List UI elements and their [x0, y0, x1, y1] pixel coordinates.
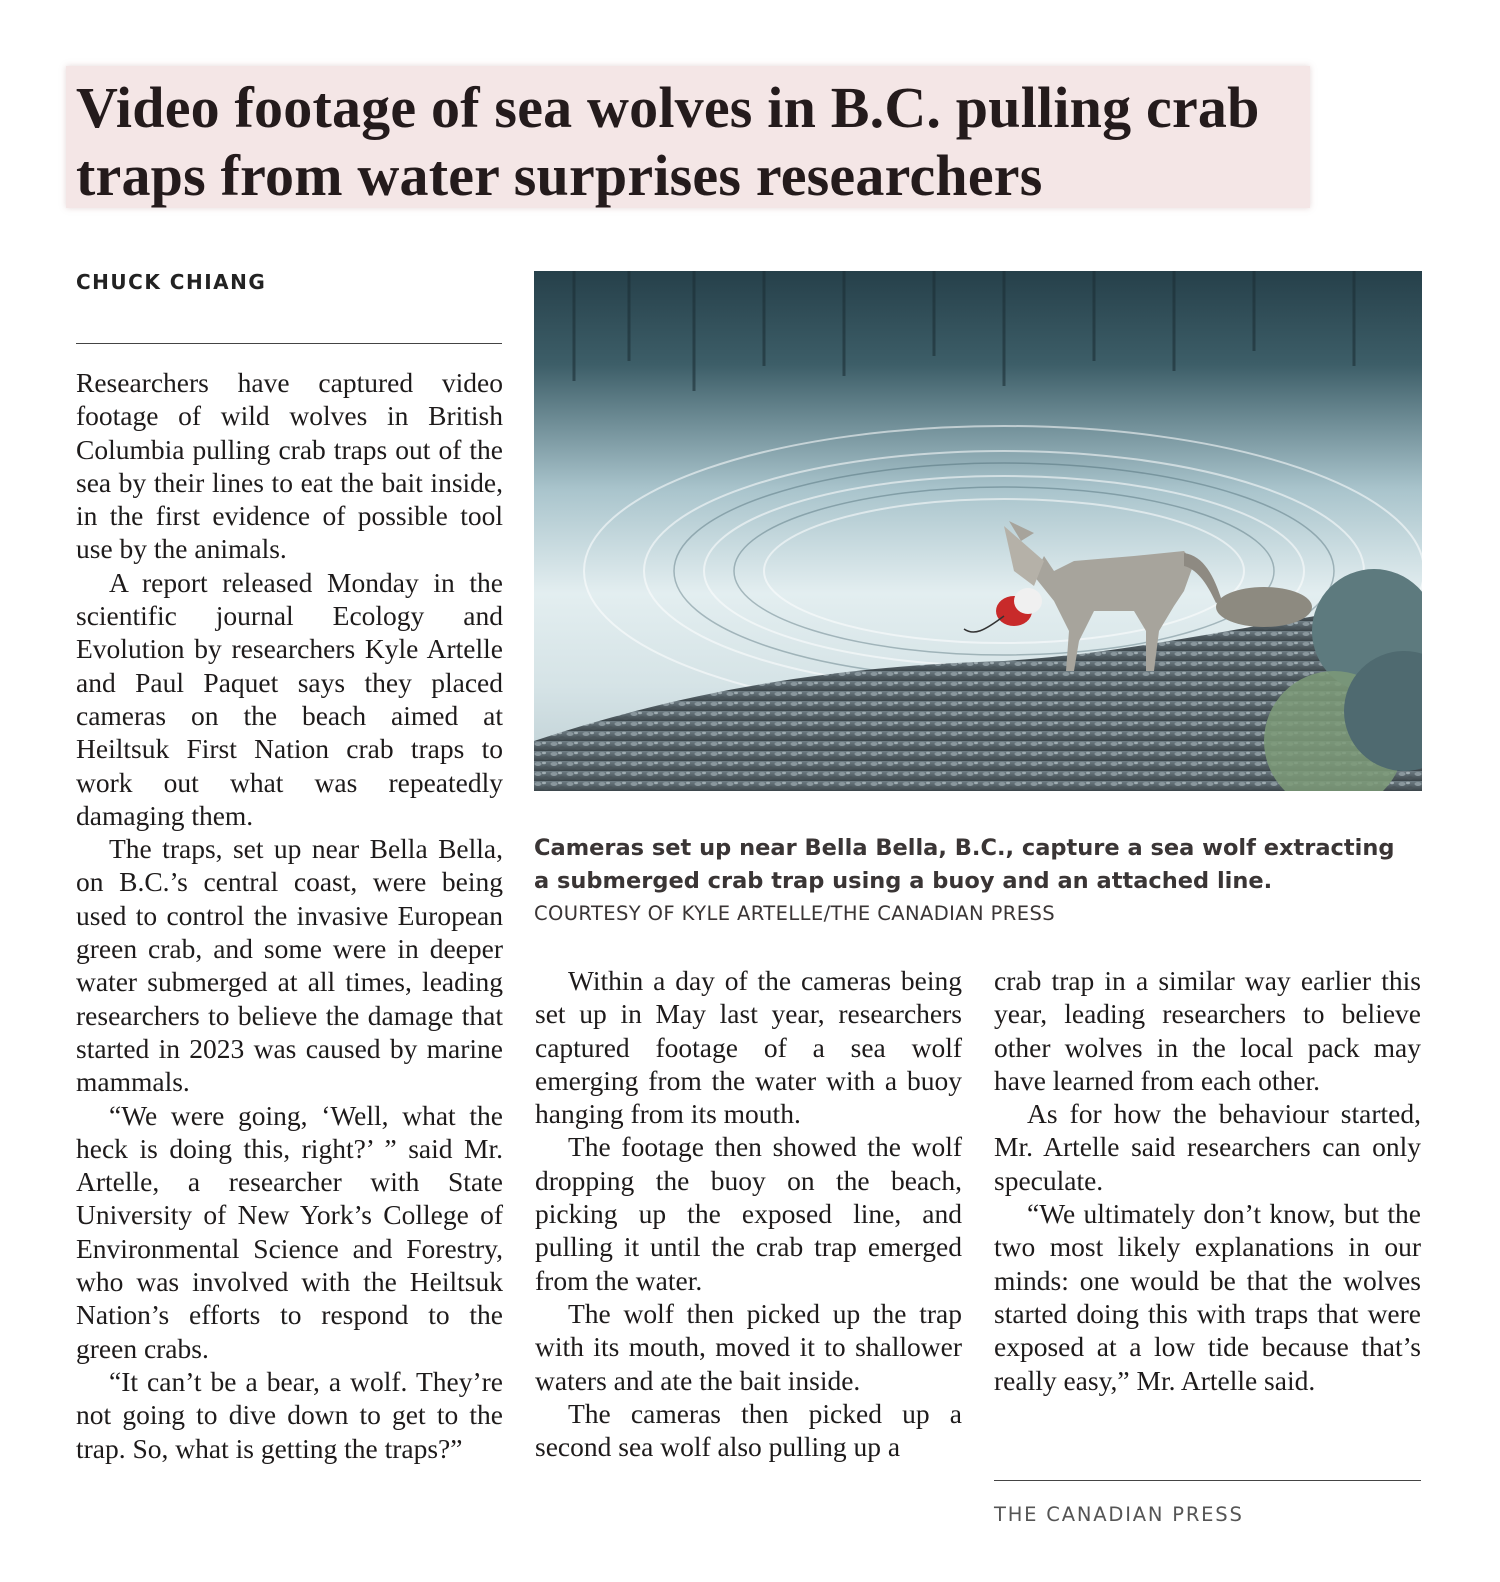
article-column-3 — [994, 964, 1421, 1397]
paragraph: crab trap in a similar way earlier this year, leading researchers to believe other wolves in the local pack may have learned from each other. — [994, 965, 1421, 1096]
wolf-on-beach-photo — [534, 271, 1422, 791]
photo-caption: Cameras set up near Bella Bella, B.C., capture a sea wolf extracting a submerged crab trap using a buoy and an attached line. — [534, 835, 1395, 894]
paragraph: Within a day of the cameras being set up in May last year, researchers captured footage of a sea wolf emerging from the water with a buoy hanging from its mouth. — [535, 965, 962, 1130]
paragraph: “It can’t be a bear, a wolf. They’re not going to dive down to get to the trap. So, what is getting the traps?” — [76, 1365, 503, 1464]
paragraph: The wolf then picked up the trap with its mouth, moved it to shallower waters and ate the bait inside. — [535, 1297, 962, 1396]
source-credit: THE CANADIAN PRESS — [994, 1503, 1244, 1526]
paragraph: The cameras then picked up a second sea wolf also pulling up a — [535, 1397, 962, 1463]
article-column-1 — [76, 366, 503, 1465]
paragraph: The footage then showed the wolf dropping the buoy on the beach, picking up the exposed line, and pulling it until the crab trap emerged from the water. — [535, 1131, 962, 1296]
paragraph: “We ultimately don’t know, but the two most likely explanations in our minds: one would be that the wolves started doing this with traps that were exposed at a low tide because that’s really easy,” Mr. Artelle said. — [994, 1198, 1421, 1396]
article-column-2 — [535, 964, 962, 1463]
photo-credit: COURTESY OF KYLE ARTELLE/THE CANADIAN PRESS — [534, 902, 1056, 925]
paragraph: The traps, set up near Bella Bella, on B.C.’s central coast, were being used to control the invasive European green crab, and some were in deeper water submerged at all times, leading researchers to believe the damage that started in 2023 was caused by marine mammals. — [76, 833, 503, 1098]
paragraph: Researchers have captured video footage of wild wolves in British Columbia pulling crab traps out of the sea by their lines to eat the bait inside, in the first evidence of possible tool use by the animals. — [76, 367, 503, 565]
byline: CHUCK CHIANG — [76, 270, 267, 294]
paragraph: As for how the behaviour started, Mr. Artelle said researchers can only speculate. — [994, 1098, 1421, 1196]
end-divider — [994, 1480, 1421, 1481]
paragraph: “We were going, ‘Well, what the heck is doing this, right?’ ” said Mr. Artelle, a researcher with State University of New York’s College of Environmental Science and Forestry, who was involved with the Heiltsuk Nation’s efforts to respond to the green crabs. — [76, 1099, 503, 1364]
headline: Video footage of sea wolves in B.C. pulling crab traps from water surprises researchers — [76, 75, 1260, 208]
byline-divider — [76, 343, 502, 344]
paragraph: A report released Monday in the scientific journal Ecology and Evolution by researchers Kyle Artelle and Paul Paquet says they placed cameras on the beach aimed at Heiltsuk First Nation crab traps to work out what was repeatedly damaging them. — [76, 566, 503, 831]
